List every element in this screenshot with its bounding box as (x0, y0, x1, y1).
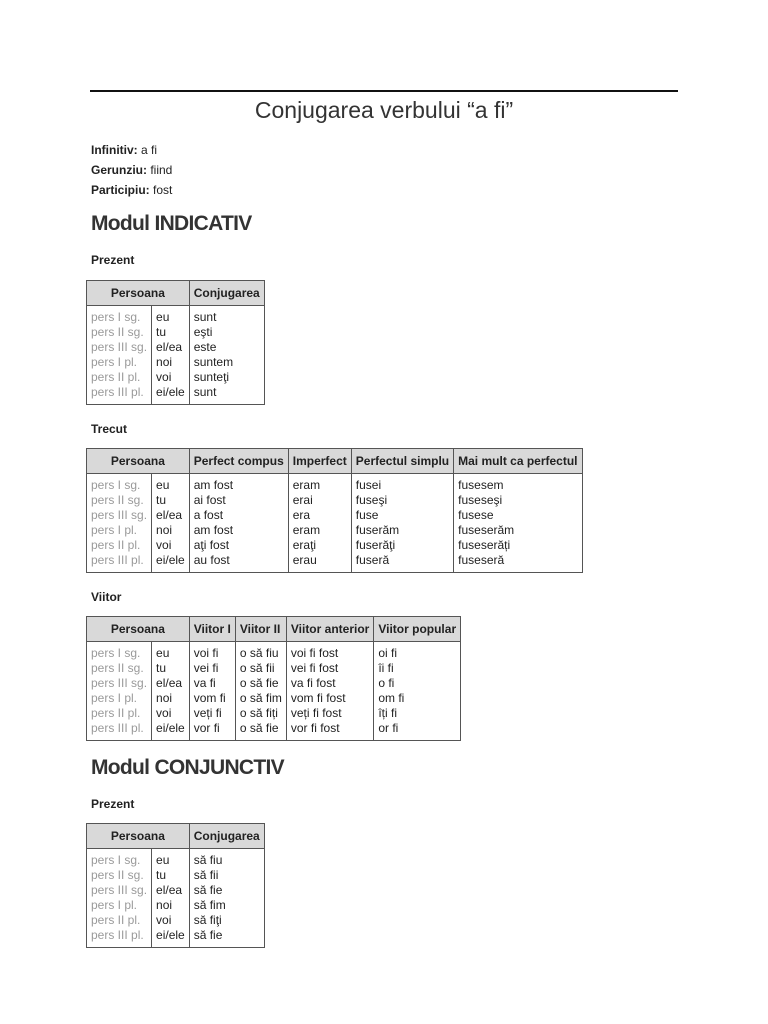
column-header-persoana: Persoana (87, 824, 190, 849)
conjugation-cell: fuseşi (351, 493, 453, 508)
column-header-persoana: Persoana (87, 617, 190, 642)
table-row (87, 691, 461, 706)
pronoun-cell: noi (152, 355, 190, 370)
table-indicativ-prezent (86, 280, 265, 405)
conjugation-cell: eraţi (288, 538, 351, 553)
conjugation-cell: sunteţi (189, 370, 264, 385)
table-row (87, 340, 265, 355)
conjugation-cell: erau (288, 553, 351, 573)
conjugation-cell: eram (288, 523, 351, 538)
column-header: Perfectul simplu (351, 449, 453, 474)
person-cell: pers II pl. (87, 913, 152, 928)
table-header-row (87, 281, 265, 306)
conjugation-cell: o să fiu (235, 642, 286, 662)
conjugation-cell: fuseseră (454, 553, 582, 573)
table-row (87, 849, 265, 869)
table-indicativ-trecut (86, 448, 583, 573)
conjugation-cell: era (288, 508, 351, 523)
column-header: Conjugarea (189, 281, 264, 306)
pronoun-cell: tu (152, 661, 190, 676)
conjugation-cell: fuse (351, 508, 453, 523)
person-cell: pers III pl. (87, 928, 152, 948)
conjugation-cell: fusesem (454, 474, 582, 494)
conjugation-cell: o să fie (235, 721, 286, 741)
table-header-row (87, 449, 583, 474)
person-cell: pers II sg. (87, 493, 152, 508)
pronoun-cell: ei/ele (152, 553, 190, 573)
page-title: Conjugarea verbului “a fi” (254, 97, 514, 123)
conjugation-cell: o să fim (235, 691, 286, 706)
conjugation-cell: vei fi fost (286, 661, 373, 676)
info-value: a fi (141, 143, 158, 157)
table-row (87, 706, 461, 721)
info-value: fost (153, 183, 173, 197)
person-cell: pers I sg. (87, 474, 152, 494)
conjugation-cell: fuseserăți (454, 538, 582, 553)
info-value: fiind (150, 163, 173, 177)
table-row (87, 508, 583, 523)
table-row (87, 523, 583, 538)
person-cell: pers I sg. (87, 642, 152, 662)
table-indicativ-viitor (86, 616, 461, 741)
table-row (87, 721, 461, 741)
info-infinitiv (91, 143, 157, 157)
pronoun-cell: ei/ele (152, 385, 190, 405)
conjugation-cell: erai (288, 493, 351, 508)
conjugation-cell: vom fi (189, 691, 235, 706)
table-row (87, 898, 265, 913)
table-conjunctiv-prezent (86, 823, 265, 948)
table-row (87, 661, 461, 676)
table-row (87, 306, 265, 326)
conjugation-cell: fuserăm (351, 523, 453, 538)
table-row (87, 676, 461, 691)
column-header-persoana: Persoana (87, 449, 190, 474)
conjugation-cell: vor fi (189, 721, 235, 741)
person-cell: pers I pl. (87, 898, 152, 913)
pronoun-cell: ei/ele (152, 721, 190, 741)
conjugation-cell: îți fi (374, 706, 461, 721)
conjugation-cell: eşti (189, 325, 264, 340)
person-cell: pers III pl. (87, 553, 152, 573)
person-cell: pers II sg. (87, 325, 152, 340)
conjugation-cell: vei fi (189, 661, 235, 676)
conjugation-cell: fuserăţi (351, 538, 453, 553)
conjugation-cell: să fii (189, 868, 264, 883)
info-participiu (91, 183, 172, 197)
conjugation-cell: sunt (189, 306, 264, 326)
info-label: Gerunziu: (91, 163, 147, 177)
conjugation-cell: îi fi (374, 661, 461, 676)
conjugation-cell: fuseserăm (454, 523, 582, 538)
top-rule (90, 90, 678, 92)
person-cell: pers I pl. (87, 691, 152, 706)
info-label: Infinitiv: (91, 143, 138, 157)
conjugation-cell: fusese (454, 508, 582, 523)
conjugation-cell: să fiu (189, 849, 264, 869)
column-header: Viitor II (235, 617, 286, 642)
table-row (87, 913, 265, 928)
conjugation-cell: vom fi fost (286, 691, 373, 706)
pronoun-cell: voi (152, 370, 190, 385)
table-row (87, 385, 265, 405)
person-cell: pers III pl. (87, 385, 152, 405)
conjugation-cell: ai fost (189, 493, 288, 508)
person-cell: pers II pl. (87, 370, 152, 385)
column-header: Viitor popular (374, 617, 461, 642)
pronoun-cell: voi (152, 913, 190, 928)
conjugation-cell: o să fie (235, 676, 286, 691)
pronoun-cell: eu (152, 849, 190, 869)
conjugation-cell: oi fi (374, 642, 461, 662)
person-cell: pers III sg. (87, 340, 152, 355)
conjugation-cell: să fie (189, 883, 264, 898)
table-row (87, 355, 265, 370)
conjugation-cell: sunt (189, 385, 264, 405)
info-label: Participiu: (91, 183, 150, 197)
pronoun-cell: tu (152, 493, 190, 508)
conjugation-cell: veți fi (189, 706, 235, 721)
table-row (87, 538, 583, 553)
conjugation-cell: o să fii (235, 661, 286, 676)
conjugation-cell: voi fi fost (286, 642, 373, 662)
subheading-indicativ-viitor: Viitor (91, 590, 122, 604)
conjugation-cell: a fost (189, 508, 288, 523)
column-header: Conjugarea (189, 824, 264, 849)
conjugation-cell: să fie (189, 928, 264, 948)
column-header: Mai mult ca perfectul (454, 449, 582, 474)
person-cell: pers III sg. (87, 883, 152, 898)
subheading-conjunctiv-prezent: Prezent (91, 797, 135, 811)
person-cell: pers I sg. (87, 306, 152, 326)
pronoun-cell: noi (152, 898, 190, 913)
subheading-indicativ-trecut: Trecut (91, 422, 128, 436)
person-cell: pers II pl. (87, 706, 152, 721)
column-header: Perfect compus (189, 449, 288, 474)
pronoun-cell: noi (152, 523, 190, 538)
pronoun-cell: el/ea (152, 340, 190, 355)
table-row (87, 370, 265, 385)
column-header: Imperfect (288, 449, 351, 474)
conjugation-cell: veți fi fost (286, 706, 373, 721)
conjugation-cell: suntem (189, 355, 264, 370)
pronoun-cell: el/ea (152, 508, 190, 523)
pronoun-cell: voi (152, 706, 190, 721)
conjugation-cell: fuseră (351, 553, 453, 573)
conjugation-cell: voi fi (189, 642, 235, 662)
person-cell: pers I pl. (87, 355, 152, 370)
column-header: Viitor I (189, 617, 235, 642)
person-cell: pers I pl. (87, 523, 152, 538)
pronoun-cell: tu (152, 868, 190, 883)
pronoun-cell: tu (152, 325, 190, 340)
conjugation-cell: o fi (374, 676, 461, 691)
table-row (87, 868, 265, 883)
person-cell: pers II sg. (87, 661, 152, 676)
conjugation-cell: au fost (189, 553, 288, 573)
pronoun-cell: ei/ele (152, 928, 190, 948)
person-cell: pers II pl. (87, 538, 152, 553)
table-row (87, 553, 583, 573)
conjugation-cell: am fost (189, 474, 288, 494)
table-row (87, 928, 265, 948)
conjugation-cell: am fost (189, 523, 288, 538)
heading-conjunctiv: Modul CONJUNCTIV (91, 756, 284, 779)
conjugation-cell: fusei (351, 474, 453, 494)
subheading-indicativ-prezent: Prezent (91, 253, 135, 267)
info-gerunziu (91, 163, 172, 177)
column-header: Viitor anterior (286, 617, 373, 642)
person-cell: pers I sg. (87, 849, 152, 869)
person-cell: pers III sg. (87, 676, 152, 691)
pronoun-cell: eu (152, 306, 190, 326)
pronoun-cell: el/ea (152, 676, 190, 691)
table-row (87, 493, 583, 508)
conjugation-cell: să fim (189, 898, 264, 913)
table-header-row (87, 824, 265, 849)
pronoun-cell: eu (152, 642, 190, 662)
conjugation-cell: or fi (374, 721, 461, 741)
column-header-persoana: Persoana (87, 281, 190, 306)
conjugation-cell: este (189, 340, 264, 355)
person-cell: pers III pl. (87, 721, 152, 741)
conjugation-cell: vor fi fost (286, 721, 373, 741)
table-header-row (87, 617, 461, 642)
table-row (87, 883, 265, 898)
person-cell: pers II sg. (87, 868, 152, 883)
pronoun-cell: el/ea (152, 883, 190, 898)
person-cell: pers III sg. (87, 508, 152, 523)
heading-indicativ: Modul INDICATIV (91, 212, 252, 235)
conjugation-cell: eram (288, 474, 351, 494)
conjugation-cell: o să fiți (235, 706, 286, 721)
conjugation-cell: aţi fost (189, 538, 288, 553)
pronoun-cell: voi (152, 538, 190, 553)
pronoun-cell: eu (152, 474, 190, 494)
table-row (87, 642, 461, 662)
table-row (87, 474, 583, 494)
pronoun-cell: noi (152, 691, 190, 706)
conjugation-cell: să fiţi (189, 913, 264, 928)
table-row (87, 325, 265, 340)
conjugation-cell: fuseseşi (454, 493, 582, 508)
conjugation-cell: va fi (189, 676, 235, 691)
conjugation-cell: om fi (374, 691, 461, 706)
conjugation-cell: va fi fost (286, 676, 373, 691)
